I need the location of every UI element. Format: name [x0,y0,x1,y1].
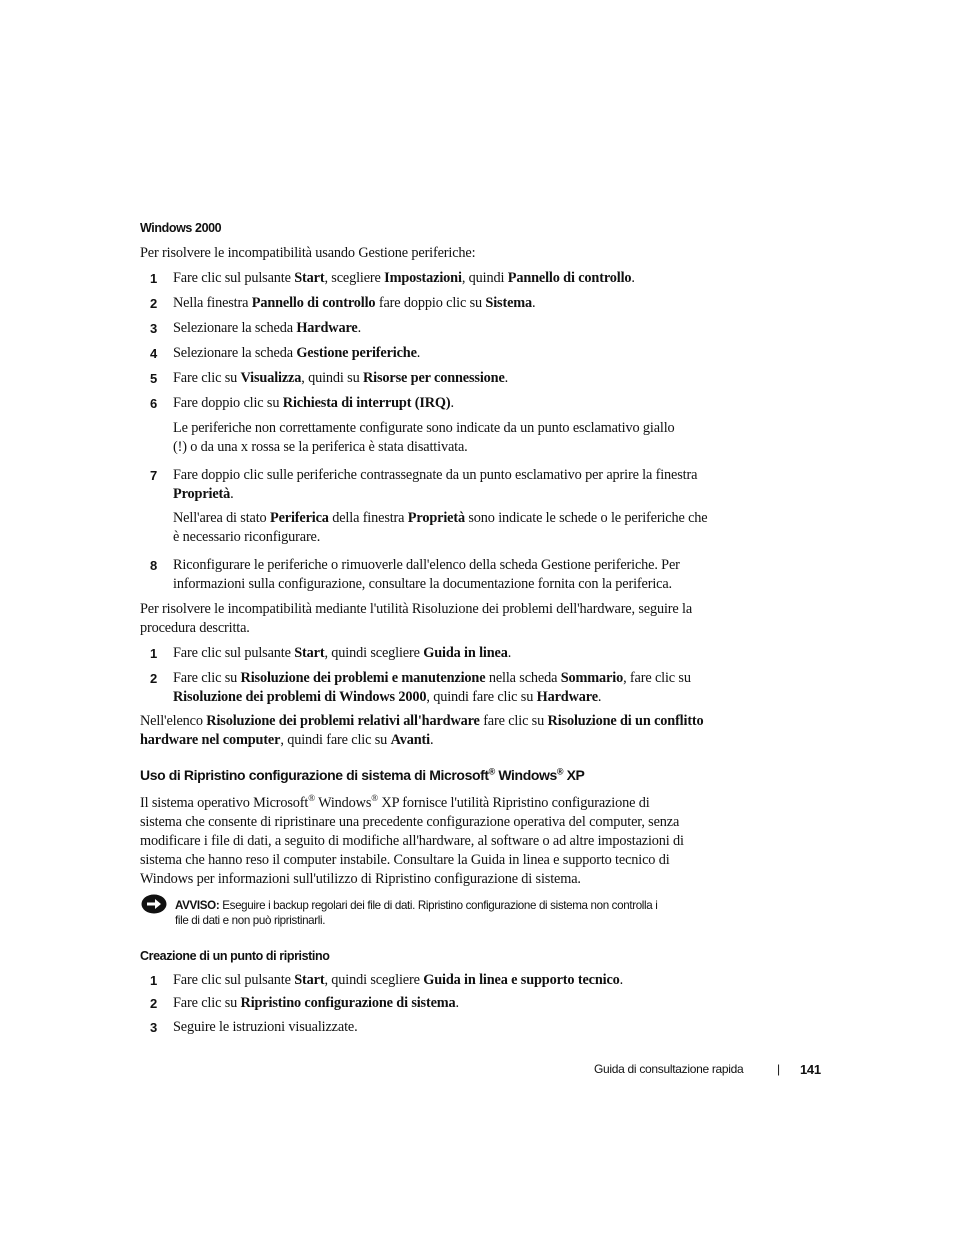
text-run: Fare doppio clic sulle periferiche contrassegnate da un punto esclamativo per aprire la finestra [173,467,698,483]
bold-term: Risoluzione dei problemi di Windows 2000 [173,689,427,705]
heading-text: XP [563,767,585,783]
bold-term: Richiesta di interrupt (IRQ) [282,395,451,411]
text-run: , fare clic su [623,670,691,686]
text-run: . [532,295,536,311]
text-run: Fare clic sul pulsante [173,270,295,286]
text-run: Le periferiche non correttamente configurate sono indicate da un punto esclamativo giallo (!) o da una x rossa se la periferica è stata disattivata. [173,420,675,455]
page-number: 141 [800,1062,821,1077]
bold-term: Risoluzione dei problemi e manutenzione [240,670,486,686]
text-run: , quindi scegliere [324,972,424,988]
text-run: Fare clic sul pulsante [173,645,295,661]
text-run: , quindi su [301,370,363,386]
bold-term: Start [294,645,325,661]
section-heading-system-restore [140,767,585,783]
intro-paragraph-2 [140,600,692,638]
text-run: sono indicate le schede o le periferiche che è necessario riconfigurare. [173,510,708,545]
bold-term: Proprietà [407,510,465,526]
text-run: . [631,270,635,286]
step-number: 8 [150,558,158,573]
step-6-note [173,419,675,457]
notice-label: AVVISO: [175,899,220,912]
text-run: . [429,732,434,748]
step-text [173,319,361,338]
subheading-create-restore-point: Creazione di un punto di ripristino [140,949,330,963]
text-run: Selezionare la scheda [173,320,297,336]
step-text [173,269,635,288]
system-restore-paragraph [140,794,684,889]
bold-term: Hardware [536,689,598,705]
step-number: 7 [150,468,158,483]
text-run: . [230,486,234,502]
text-run: della finestra [328,510,408,526]
text-run: nella scheda [485,670,561,686]
step-number: 1 [150,271,158,286]
text-run: Fare clic su [173,995,241,1011]
step-number: 3 [150,1020,158,1035]
heading-text: Uso di Ripristino configurazione di sistema di Microsoft [140,767,489,783]
step-text [173,669,691,707]
step-text [173,994,459,1013]
text-run: Per risolvere le incompatibilità mediante l'utilità Risoluzione dei problemi dell'hardware, seguire la procedura descritta. [140,601,693,636]
bold-term: Hardware [296,320,358,336]
step-number: 1 [150,646,158,661]
bold-term: Sommario [560,670,624,686]
bold-term: Risorse per connessione [363,370,505,386]
bold-term: Pannello di controllo [251,295,376,311]
step-text [173,394,454,413]
text-run: Nell'elenco [140,713,207,729]
step-number: 1 [150,973,158,988]
bold-term: Risoluzione di un conflitto hardware nel computer [140,713,704,748]
outro-paragraph [140,712,704,750]
bold-term: Ripristino configurazione di sistema [240,995,456,1011]
section-heading-windows-2000: Windows 2000 [140,221,222,235]
step-text [173,556,680,594]
step-number: 2 [150,996,158,1011]
text-run: Fare clic sul pulsante [173,972,295,988]
text-run: . [597,689,602,705]
bold-term: Impostazioni [384,270,462,286]
bold-term: Avanti [390,732,430,748]
intro-paragraph [140,244,475,263]
step-text [173,971,623,990]
step-text [173,294,535,313]
text-run: , quindi scegliere [324,645,424,661]
bold-term: Gestione periferiche [296,345,417,361]
step-text [173,466,697,504]
footer-title: Guida di consultazione rapida [594,1062,744,1076]
text-run: Seguire le istruzioni visualizzate. [173,1019,358,1035]
step-number: 5 [150,371,158,386]
text-run: , quindi [461,270,508,286]
text-run: Fare doppio clic su [173,395,283,411]
paragraph-text: Il sistema operativo Microsoft [140,795,309,811]
paragraph-text: XP fornisce l'utilità Ripristino configurazione di sistema che consente di ripristinare una precedente configurazione operativa del computer, senza modificare i file di dati, a seguito di modifiche all'hardware, al software o ad altre impostazioni di sistema che hanno reso il computer instabile. Consultare la Guida in linea e supporto tecnico di Windows per informazioni sull'utilizzo di Ripristino configurazione di sistema. [140,795,684,887]
registered-mark: ® [556,766,564,777]
step-number: 4 [150,346,158,361]
bold-term: Visualizza [240,370,302,386]
text-run: . [507,645,512,661]
registered-mark: ® [308,793,315,804]
step-text [173,1018,358,1037]
text-run: . [455,995,459,1011]
step-number: 6 [150,396,158,411]
bold-term: Periferica [269,510,329,526]
heading-text: Windows [494,767,557,783]
bold-term: Risoluzione dei problemi relativi all'hardware [206,713,480,729]
text-run: , quindi fare clic su [280,732,391,748]
bold-term: Start [294,270,325,286]
text-run: Per risolvere le incompatibilità usando Gestione periferiche: [140,245,476,261]
text-run: Fare clic su [173,670,241,686]
registered-mark: ® [371,793,378,804]
notice-box [175,898,657,928]
text-run: Nella finestra [173,295,252,311]
step-number: 2 [150,296,158,311]
footer-separator: | [777,1062,780,1076]
text-run: . [450,395,454,411]
bold-term: Pannello di controllo [507,270,632,286]
text-run: , quindi fare clic su [426,689,537,705]
step-text [173,644,511,663]
step-number: 2 [150,671,158,686]
text-run: Selezionare la scheda [173,345,297,361]
bold-term: Sistema [485,295,533,311]
bold-term: Guida in linea [423,645,508,661]
text-run: Fare clic su [173,370,241,386]
bold-term: Proprietà [173,486,231,502]
text-run: fare doppio clic su [375,295,486,311]
bold-term: Start [294,972,325,988]
notice-text: Eseguire i backup regolari dei file di dati. Ripristino configurazione di sistema non controlla i file di dati e non può ripristinarli. [175,899,658,927]
text-run: , scegliere [324,270,385,286]
text-run: Nell'area di stato [173,510,270,526]
notice-arrow-icon [141,894,167,914]
step-text [173,344,420,363]
text-run: fare clic su [479,713,548,729]
text-run: . [416,345,421,361]
paragraph-text: Windows [314,795,372,811]
text-run: Riconfigurare le periferiche o rimuoverle dall'elenco della scheda Gestione periferiche. Per informazioni sulla configurazione, consultare la documentazione fornita con la periferica. [173,557,680,592]
step-text [173,369,508,388]
bold-term: Guida in linea e supporto tecnico [423,972,620,988]
text-run: . [504,370,509,386]
registered-mark: ® [488,766,495,777]
text-run: . [619,972,624,988]
step-number: 3 [150,321,158,336]
text-run: . [357,320,362,336]
step-7-note [173,509,708,547]
